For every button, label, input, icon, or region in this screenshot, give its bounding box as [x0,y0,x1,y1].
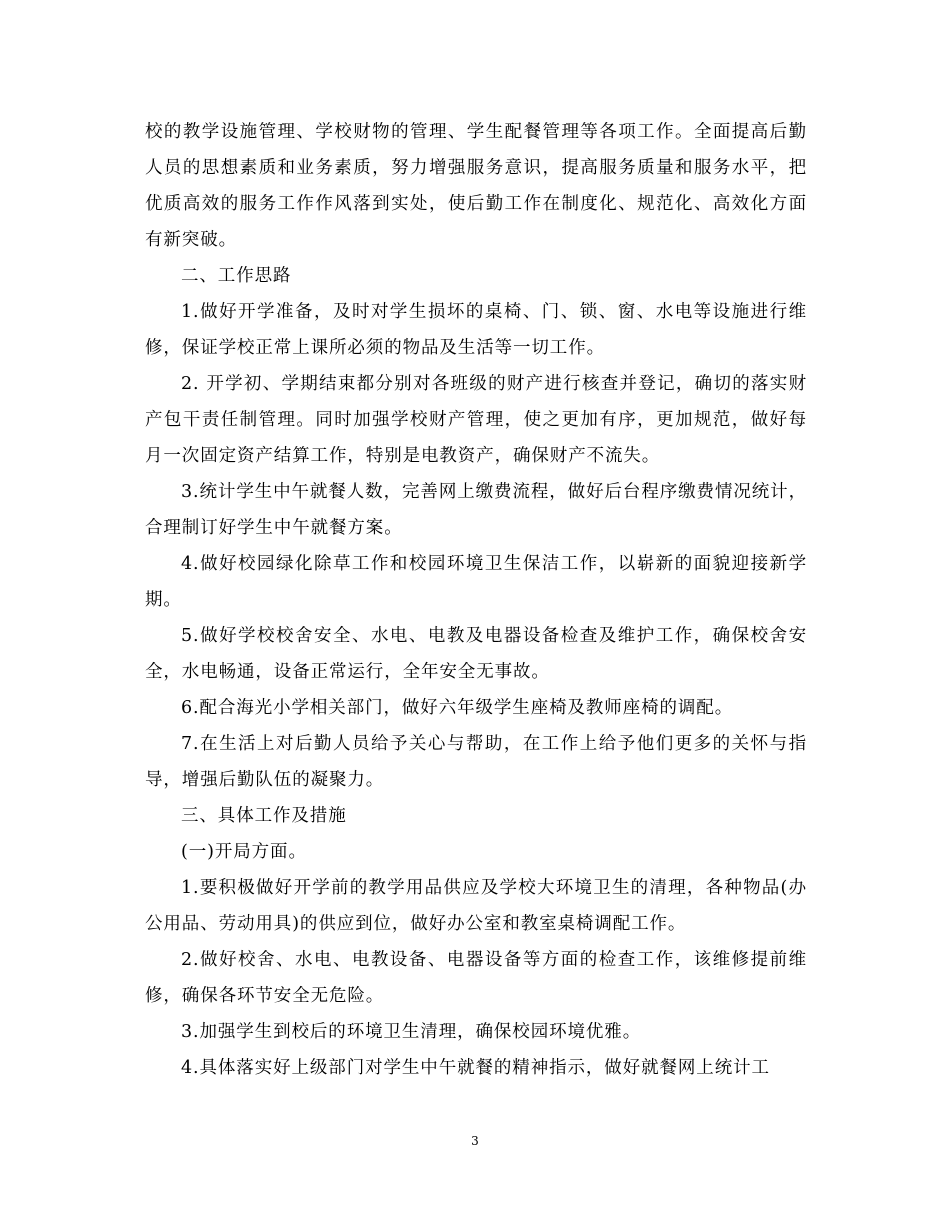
measure-item-4: 4.具体落实好上级部门对学生中午就餐的精神指示，做好就餐网上统计工 [181,1058,770,1078]
list-item-7: 7.在生活上对后勤人员给予关心与帮助，在工作上给予他们更多的关怀与指导，增强后勤队伍的凝聚力。 [145,734,807,790]
list-item-5: 5.做好学校校舍安全、水电、电教及电器设备检查及维护工作，确保校舍安全，水电畅通，设备正常运行，全年安全无事故。 [145,626,807,682]
section-heading-work-ideas: 二、工作思路 [181,266,292,286]
paragraph-continuation: 校的教学设施管理、学校财物的管理、学生配餐管理等各项工作。全面提高后勤人员的思想素质和业务素质，努力增强服务意识，提高服务质量和服务水平，把优质高效的服务工作作风落到实处，使后勤工作在制度化、规范化、高效化方面有新突破。 [145,122,807,250]
subsection-heading-opening: (一)开局方面。 [181,842,307,862]
list-item-1: 1.做好开学准备，及时对学生损坏的桌椅、门、锁、窗、水电等设施进行维修，保证学校正常上课所必须的物品及生活等一切工作。 [145,302,807,358]
measure-item-2: 2.做好校舍、水电、电教设备、电器设备等方面的检查工作，该维修提前维修，确保各环节安全无危险。 [145,950,807,1006]
list-item-4: 4.做好校园绿化除草工作和校园环境卫生保洁工作，以崭新的面貌迎接新学期。 [145,554,807,610]
measure-item-1: 1.要积极做好开学前的教学用品供应及学校大环境卫生的清理，各种物品(办公用品、劳动用具)的供应到位，做好办公室和教室桌椅调配工作。 [145,878,807,934]
list-item-6: 6.配合海光小学相关部门，做好六年级学生座椅及教师座椅的调配。 [181,698,734,718]
list-item-3: 3.统计学生中午就餐人数，完善网上缴费流程，做好后台程序缴费情况统计，合理制订好学生中午就餐方案。 [145,482,807,538]
section-heading-specific-measures: 三、具体工作及措施 [181,806,347,826]
measure-item-3: 3.加强学生到校后的环境卫生清理，确保校园环境优雅。 [181,1022,642,1042]
list-item-2: 2. 开学初、学期结束都分别对各班级的财产进行核查并登记，确切的落实财产包干责任制管理。同时加强学校财产管理，使之更加有序，更加规范，做好每月一次固定资产结算工作，特别是电教资产，确保财产不流失。 [145,374,807,466]
page-number: 3 [471,1134,479,1148]
document-body [145,114,807,1086]
